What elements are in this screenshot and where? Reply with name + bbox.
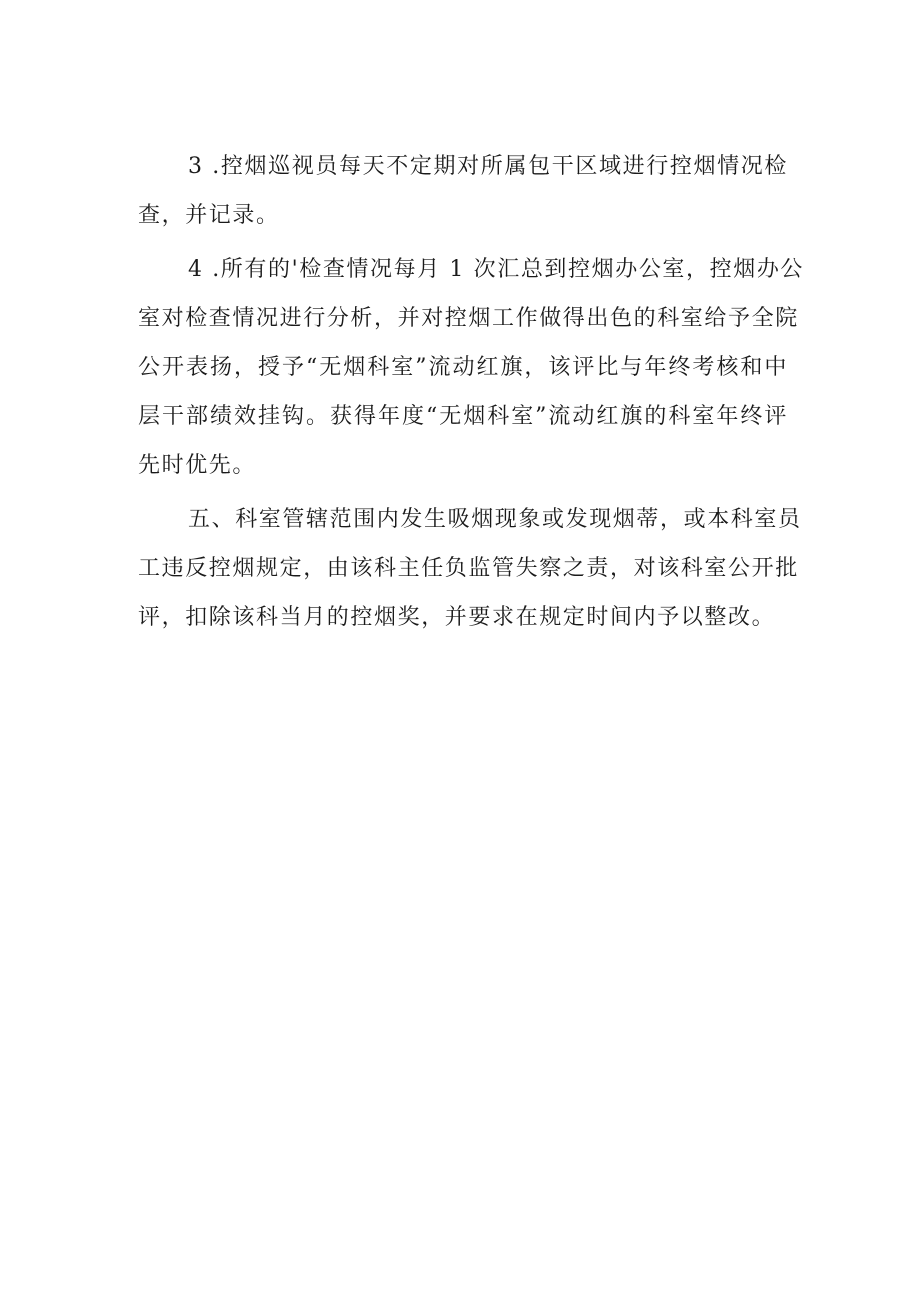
text-line: 室对检查情况进行分析，并对控烟工作做得出色的科室给予全院 <box>138 306 799 331</box>
text-line: 3 .控烟巡视员每天不定期对所属包干区域进行控烟情况检 <box>188 154 788 179</box>
text-line: 4 .所有的'检查情况每月 1 次汇总到控烟办公室，控烟办公 <box>188 257 805 282</box>
paragraph-item-3 <box>138 142 788 240</box>
text-line: 评，扣除该科当月的控烟奖，并要求在规定时间内予以整改。 <box>138 605 776 630</box>
text-line: 公开表扬，授予“无烟科室”流动红旗，该评比与年终考核和中 <box>138 355 788 380</box>
paragraph-section-5 <box>138 495 802 642</box>
text-line: 工违反控烟规定，由该科主任负监管失察之责，对该科室公开批 <box>138 556 799 581</box>
text-line: 五、科室管辖范围内发生吸烟现象或发现烟蒂，或本科室员 <box>188 507 802 532</box>
paragraph-item-4 <box>138 245 805 490</box>
text-line: 先时优先。 <box>138 453 257 478</box>
text-line: 查，并记录。 <box>138 203 280 228</box>
document-body <box>138 142 805 642</box>
text-line: 层干部绩效挂钩。获得年度“无烟科室”流动红旗的科室年终评 <box>138 404 788 429</box>
